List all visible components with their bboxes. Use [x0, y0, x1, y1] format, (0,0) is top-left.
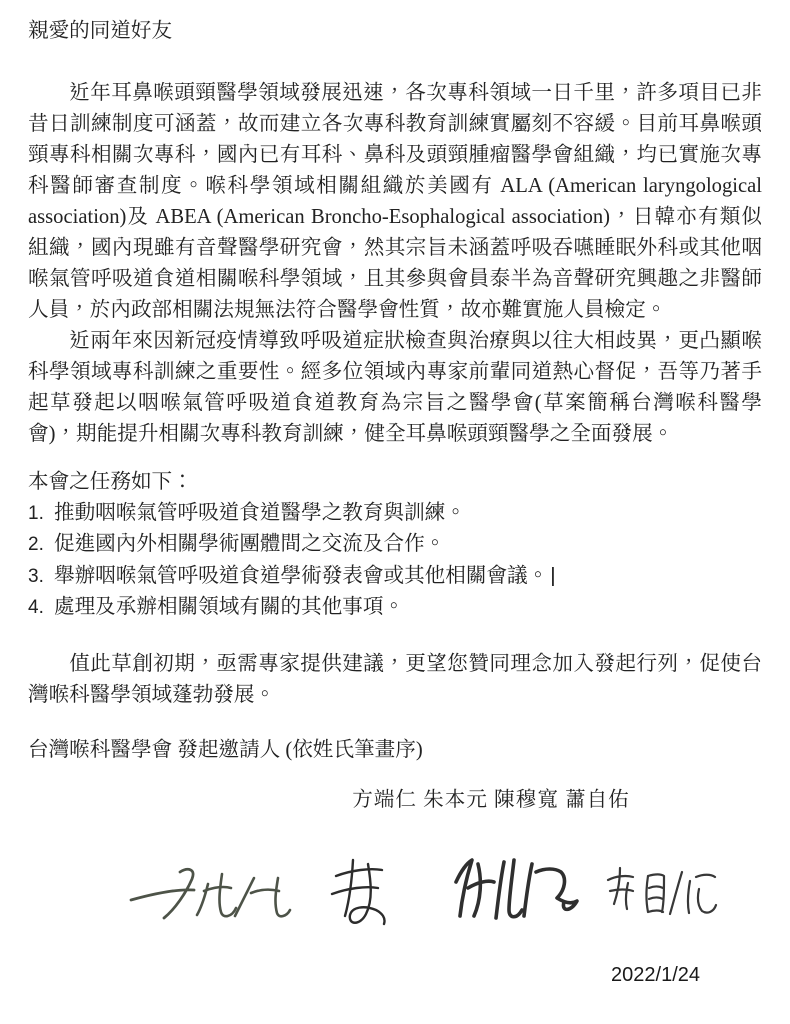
document-date[interactable]: 2022/1/24: [611, 964, 700, 986]
tasks-header[interactable]: 本會之任務如下：: [28, 471, 193, 493]
paragraph-2[interactable]: 近兩年來因新冠疫情導致呼吸道症狀檢查與治療與以往大相歧異，更凸顯喉科學領域專科訓練之重要性。經多位領域內專家前輩同道熱心督促，吾等乃著手起草發起以咽喉氣管呼吸道食道教育為宗旨之醫學會(草案簡稱台灣喉科醫學會)，期能提升相關次專科教育訓練，健全耳鼻喉頭頸醫學之全面發展。: [28, 330, 762, 445]
task-item-3[interactable]: [28, 560, 762, 592]
task-number: 3.: [28, 566, 44, 587]
closing-paragraph[interactable]: 值此草創初期，亟需專家提供建議，更望您贊同理念加入發起行列，促使台灣喉科醫學領域蓬勃發展。: [28, 653, 762, 706]
signature-row: [28, 854, 762, 932]
task-number: 1.: [28, 503, 44, 524]
paragraph-1[interactable]: 近年耳鼻喉頭頸醫學領域發展迅速，各次專科領域一日千里，許多項目已非昔日訓練制度可涵蓋，故而建立各次專科教育訓練實屬刻不容緩。目前耳鼻喉頭頸專科相關次專科，國內已有耳科、鼻科及頭頸腫瘤醫學會組織，均已實施次專科醫師審查制度。喉科學領域相關組織於美國有 ALA (American laryngological association)及 ABEA (American Broncho-Esophalogical association)，日韓亦有類似組織，國內現雖有音聲醫學研究會，然其宗旨未涵蓋呼吸吞嚥睡眠外科或其他咽喉氣管呼吸道食道相關喉科學領域，且其參與會員泰半為音聲研究興趣之非醫師人員，於內政部相關法規無法符合醫學會性質，故亦難實施人員檢定。: [28, 82, 762, 321]
task-text: 處理及承辦相關領域有關的其他事項。: [54, 596, 405, 618]
task-text: 推動咽喉氣管呼吸道食道醫學之教育與訓練。: [54, 502, 466, 524]
task-number: 4.: [28, 597, 44, 618]
task-item-1[interactable]: [28, 498, 762, 529]
signature-fang-duan-ren-image: [128, 860, 296, 926]
initiators-names[interactable]: 方端仁 朱本元 陳穆寬 蕭自佑: [352, 789, 630, 811]
signature-zhu-ben-yuan-image: [320, 856, 408, 930]
salutation[interactable]: 親愛的同道好友: [28, 20, 173, 42]
task-text: 舉辦咽喉氣管呼吸道食道學術發表會或其他相關會議。: [54, 565, 549, 587]
inviter-line[interactable]: 台灣喉科醫學會 發起邀請人 (依姓氏筆畫序): [28, 739, 423, 761]
task-number: 2.: [28, 534, 44, 555]
task-item-4[interactable]: [28, 592, 762, 623]
signature-chen-mu-kuan-image: [446, 854, 580, 924]
task-item-2[interactable]: [28, 529, 762, 560]
task-text: 促進國內外相關學術團體間之交流及合作。: [54, 533, 446, 555]
text-cursor: |: [550, 564, 556, 587]
signature-xiao-zi-you-image: [602, 864, 724, 920]
